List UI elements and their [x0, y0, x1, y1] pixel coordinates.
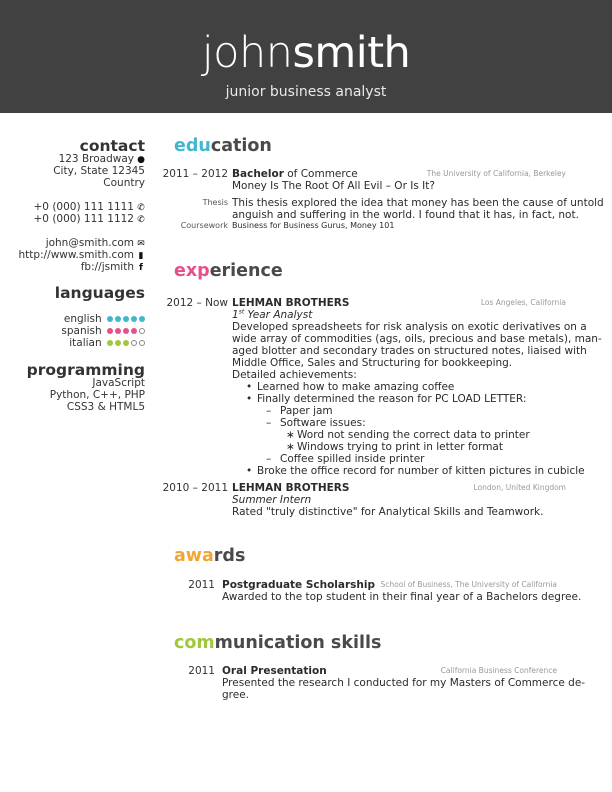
job1-company: LEHMAN BROTHERS	[232, 297, 350, 309]
website-text: http://www.smith.com	[18, 249, 134, 261]
coursework-text: Business for Business Gurus, Money 101	[232, 221, 395, 230]
address-street: 123 Broadway	[58, 153, 134, 165]
role-number: 1	[232, 309, 239, 321]
bullet-text: Finally determined the reason for PC LOAD LETTER:	[257, 393, 527, 405]
language-row-english	[64, 313, 145, 325]
thesis-line-1: This thesis explored the idea that money has been the cause of untold	[232, 197, 604, 209]
language-name: english	[63, 313, 102, 325]
level-dot-filled	[139, 316, 145, 322]
comm-name: Oral Presentation	[222, 665, 327, 677]
address-line-3: Country	[103, 177, 145, 189]
language-name: spanish	[61, 325, 102, 337]
phone-2-text: +0 (000) 111 1112	[33, 213, 134, 225]
phone-2[interactable]	[34, 213, 146, 226]
dash-text: Coffee spilled inside printer	[280, 453, 425, 465]
level-dot-filled	[123, 328, 129, 334]
job1-role	[232, 309, 312, 321]
role-ordinal: st	[238, 308, 245, 316]
bullet-item	[246, 465, 252, 477]
comm-year: 2011	[188, 665, 215, 677]
award-place: School of Business, The University of California	[380, 580, 557, 589]
facebook-link[interactable]	[81, 261, 145, 274]
job2-desc: Rated "truly distinctive" for Analytical Skills and Teamwork.	[232, 506, 544, 518]
programming-line-2: Python, C++, PHP	[49, 389, 145, 401]
dash-item	[266, 417, 271, 429]
phone-1-text: +0 (000) 111 1111	[33, 201, 134, 213]
experience-heading	[174, 261, 283, 281]
dash-item	[266, 453, 271, 465]
dash-text: Software issues:	[280, 417, 366, 429]
phone-icon: ✆	[137, 215, 145, 225]
full-name	[0, 28, 612, 78]
communication-heading-accent: com	[174, 633, 215, 653]
awards-heading	[174, 546, 245, 566]
education-dates: 2011 – 2012	[162, 168, 228, 180]
level-dot-empty	[131, 340, 137, 346]
level-dot-empty	[139, 340, 145, 346]
thesis-line-2: anguish and suffering in the world. I found that it has, in fact, not.	[232, 209, 579, 221]
job2-dates: 2010 – 2011	[162, 482, 228, 494]
level-dot-filled	[115, 340, 121, 346]
thesis-label: Thesis	[202, 198, 228, 207]
map-marker-icon: ●	[137, 155, 145, 165]
award-desc: Awarded to the top student in their final year of a Bachelors degree.	[222, 591, 582, 603]
level-dot-filled	[107, 340, 113, 346]
dash-text: Paper jam	[280, 405, 333, 417]
dash-icon: –	[266, 417, 272, 429]
language-level-dots	[105, 313, 145, 325]
job1-details-label: Detailed achievements:	[232, 369, 357, 381]
job2-location: London, United Kingdom	[473, 483, 566, 492]
comm-desc-line-2: gree.	[222, 689, 250, 701]
dash-icon: –	[266, 405, 272, 417]
awards-heading-rest: rds	[213, 546, 246, 566]
asterisk-text: Windows trying to print in letter format	[297, 441, 503, 453]
asterisk-text: Word not sending the correct data to printer	[297, 429, 530, 441]
comm-place: California Business Conference	[440, 666, 557, 675]
first-name: john	[201, 28, 293, 78]
envelope-icon: ✉	[137, 239, 145, 249]
education-heading	[174, 136, 272, 156]
bullet-icon: •	[246, 465, 253, 477]
education-degree	[232, 168, 358, 180]
bookmark-icon: ▮	[138, 251, 144, 261]
experience-heading-rest: erience	[209, 261, 283, 281]
level-dot-filled	[131, 328, 137, 334]
address-line-2: City, State 12345	[53, 165, 145, 177]
education-subtitle: Money Is The Root Of All Evil – Or Is It?	[232, 180, 435, 192]
job1-desc-line-2: wide array of commodities (ags, oils, precious and base metals), man-	[232, 333, 602, 345]
asterisk-item	[286, 441, 295, 453]
job2-company: LEHMAN BROTHERS	[232, 482, 350, 494]
level-dot-filled	[131, 316, 137, 322]
phone-icon: ✆	[137, 203, 145, 213]
email-text: john@smith.com	[45, 237, 134, 249]
level-dot-filled	[107, 328, 113, 334]
education-heading-accent: edu	[174, 136, 211, 156]
job1-desc-line-4: Middle Office, Sales and Structuring for bookkeeping.	[232, 357, 513, 369]
level-dot-filled	[115, 316, 121, 322]
programming-line-1: JavaScript	[92, 377, 145, 389]
job2-role: Summer Intern	[232, 494, 312, 506]
languages-heading: languages	[54, 284, 145, 302]
award-year: 2011	[188, 579, 215, 591]
level-dot-filled	[123, 340, 129, 346]
award-name: Postgraduate Scholarship	[222, 579, 376, 591]
bullet-text: Learned how to make amazing coffee	[257, 381, 455, 393]
bullet-text: Broke the office record for number of kitten pictures in cubicle	[257, 465, 585, 477]
job1-desc-line-1: Developed spreadsheets for risk analysis on exotic derivatives on a	[232, 321, 587, 333]
language-row-spanish	[61, 325, 145, 337]
contact-heading: contact	[79, 137, 145, 155]
bullet-icon: •	[246, 381, 253, 393]
degree-name: Bachelor	[232, 168, 284, 180]
coursework-label: Coursework	[180, 221, 228, 230]
communication-heading-rest: munication skills	[214, 633, 382, 653]
bullet-icon: •	[246, 393, 253, 405]
experience-heading-accent: exp	[174, 261, 210, 281]
dash-item	[266, 405, 271, 417]
comm-desc-line-1: Presented the research I conducted for my Masters of Commerce de-	[222, 677, 586, 689]
level-dot-empty	[139, 328, 145, 334]
communication-heading	[174, 633, 381, 653]
education-institution: The University of California, Berkeley	[426, 169, 566, 178]
language-level-dots	[105, 325, 145, 337]
language-name: italian	[69, 337, 102, 349]
last-name: smith	[292, 28, 411, 78]
awards-heading-accent: awa	[174, 546, 214, 566]
language-level-dots	[105, 337, 145, 349]
job1-location: Los Angeles, California	[480, 298, 566, 307]
programming-line-3: CSS3 & HTML5	[66, 401, 145, 413]
asterisk-item	[286, 429, 295, 441]
role-title: Year Analyst	[244, 309, 313, 321]
facebook-icon: f	[139, 263, 143, 273]
job-title: junior business analyst	[225, 84, 387, 100]
level-dot-filled	[115, 328, 121, 334]
asterisk-icon: ∗	[286, 441, 295, 453]
level-dot-filled	[107, 316, 113, 322]
bullet-item	[246, 381, 252, 393]
language-row-italian	[69, 337, 145, 349]
asterisk-icon: ∗	[286, 429, 295, 441]
programming-heading: programming	[26, 361, 145, 379]
facebook-text: fb://jsmith	[80, 261, 134, 273]
degree-rest: of Commerce	[287, 168, 358, 180]
header-banner	[0, 0, 612, 113]
dash-icon: –	[266, 453, 272, 465]
level-dot-filled	[123, 316, 129, 322]
job1-dates: 2012 – Now	[166, 297, 228, 309]
bullet-item	[246, 393, 252, 405]
education-heading-rest: cation	[210, 136, 272, 156]
job1-desc-line-3: aged blotter and secondary trades on structured notes, liaised with	[232, 345, 587, 357]
